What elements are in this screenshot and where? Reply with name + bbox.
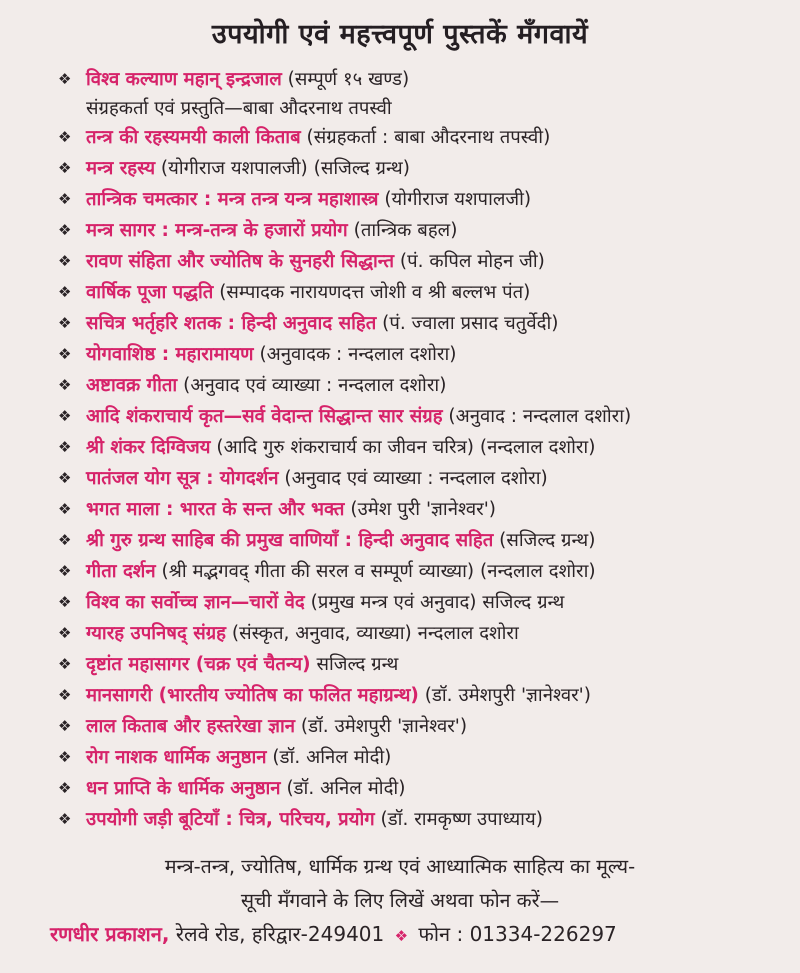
- book-detail: (संस्कृत, अनुवाद, व्याख्या) नन्दलाल दशोरा: [225, 623, 519, 644]
- list-item: [58, 277, 793, 308]
- list-item: [58, 556, 793, 587]
- book-title: पातंजल योग सूत्र : योगदर्शन: [86, 468, 279, 489]
- diamond-bullet-icon: ❖: [58, 190, 72, 208]
- list-item: [58, 370, 793, 401]
- list-item: [58, 804, 793, 835]
- book-title: विश्व का सर्वोच्च ज्ञान—चारों वेद: [86, 592, 305, 613]
- book-detail: (डॉ. अनिल मोदी): [266, 747, 392, 768]
- list-item: [58, 742, 793, 773]
- list-item: [58, 401, 793, 432]
- book-title: गीता दर्शन: [86, 561, 156, 582]
- list-item: [58, 64, 793, 122]
- book-detail: (योगीराज यशपालजी): [378, 189, 532, 210]
- book-title: दृष्टांत महासागर (चक्र एवं चैतन्य): [86, 654, 311, 675]
- book-title: तान्त्रिक चमत्कार : मन्त्र तन्त्र यन्त्र महाशास्त्र: [86, 189, 379, 210]
- diamond-bullet-icon: ❖: [58, 438, 72, 456]
- list-item: [58, 463, 793, 494]
- book-title: उपयोगी जड़ी बूटियाँ : चित्र, परिचय, प्रयोग: [86, 809, 375, 830]
- diamond-bullet-icon: ❖: [58, 283, 72, 301]
- diamond-bullet-icon: ❖: [58, 624, 72, 642]
- list-item: [58, 525, 793, 556]
- book-detail: (प्रमुख मन्त्र एवं अनुवाद) सजिल्द ग्रन्थ: [304, 592, 565, 613]
- publisher-address-line: [50, 920, 617, 947]
- list-item: [58, 432, 793, 463]
- diamond-bullet-icon: ❖: [58, 469, 72, 487]
- book-title: आदि शंकराचार्य कृत—सर्व वेदान्त सिद्धान्त सार संग्रह: [86, 406, 443, 427]
- book-title: तन्त्र की रहस्यमयी काली किताब: [86, 127, 301, 148]
- book-detail-line2: संग्रहकर्ता एवं प्रस्तुति—बाबा औदरनाथ तपस्वी: [86, 98, 392, 119]
- book-title: ग्यारह उपनिषद् संग्रह: [86, 623, 226, 644]
- book-title: मन्त्र रहस्य: [86, 158, 156, 179]
- book-detail: (अनुवाद एवं व्याख्या : नन्दलाल दशोरा): [177, 375, 447, 396]
- list-item: [58, 153, 793, 184]
- book-list: [58, 64, 793, 835]
- book-title: विश्व कल्याण महान् इन्द्रजाल: [86, 69, 282, 90]
- list-item: [58, 184, 793, 215]
- diamond-bullet-icon: ❖: [58, 345, 72, 363]
- book-detail: (डॉ. उमेशपुरी 'ज्ञानेश्वर'): [295, 716, 468, 737]
- diamond-bullet-icon: ❖: [58, 748, 72, 766]
- book-detail: (सजिल्द ग्रन्थ): [493, 530, 596, 551]
- book-detail: (अनुवाद : नन्दलाल दशोरा): [442, 406, 632, 427]
- diamond-bullet-icon: ❖: [58, 593, 72, 611]
- book-title: योगवाशिष्ठ : महारामायण: [86, 344, 254, 365]
- diamond-bullet-icon: ❖: [58, 252, 72, 270]
- publisher-phone: फोन : 01334-226297: [418, 922, 617, 946]
- diamond-bullet-icon: ❖: [58, 810, 72, 828]
- diamond-bullet-icon: ❖: [58, 376, 72, 394]
- book-title: धन प्राप्ति के धार्मिक अनुष्ठान: [86, 778, 281, 799]
- footer-line-2: सूची मँगवाने के लिए लिखें अथवा फोन करें—: [240, 889, 560, 912]
- diamond-bullet-icon: ❖: [58, 531, 72, 549]
- list-item: [58, 680, 793, 711]
- list-item: [58, 308, 793, 339]
- footer-line-1: मन्त्र-तन्त्र, ज्योतिष, धार्मिक ग्रन्थ एवं आध्यात्मिक साहित्य का मूल्य-: [164, 855, 636, 878]
- book-title: श्री शंकर दिग्विजय: [86, 437, 211, 458]
- book-detail: (डॉ. अनिल मोदी): [280, 778, 406, 799]
- list-item: [58, 618, 793, 649]
- book-detail: (अनुवादक : नन्दलाल दशोरा): [253, 344, 457, 365]
- diamond-bullet-icon: ❖: [58, 314, 72, 332]
- book-title: मानसागरी (भारतीय ज्योतिष का फलित महाग्रन्थ): [86, 685, 419, 706]
- book-detail: (संग्रहकर्ता : बाबा औदरनाथ तपस्वी): [300, 127, 551, 148]
- book-title: लाल किताब और हस्तरेखा ज्ञान: [86, 716, 296, 737]
- diamond-bullet-icon: ❖: [58, 655, 72, 673]
- book-detail: (अनुवाद एवं व्याख्या : नन्दलाल दशोरा): [278, 468, 548, 489]
- book-detail: (पं. ज्वाला प्रसाद चतुर्वेदी): [376, 313, 559, 334]
- diamond-bullet-icon: ❖: [58, 686, 72, 704]
- list-item: [58, 122, 793, 153]
- list-item: [58, 339, 793, 370]
- book-title: रोग नाशक धार्मिक अनुष्ठान: [86, 747, 267, 768]
- publisher-address: रेलवे रोड, हरिद्वार-249401: [169, 922, 385, 946]
- diamond-bullet-icon: ❖: [58, 562, 72, 580]
- book-detail: (पं. कपिल मोहन जी): [394, 251, 545, 272]
- diamond-bullet-icon: ❖: [58, 128, 72, 146]
- diamond-bullet-icon: ❖: [58, 500, 72, 518]
- diamond-bullet-icon: ❖: [58, 70, 72, 88]
- diamond-bullet-icon: ❖: [58, 717, 72, 735]
- book-title: मन्त्र सागर : मन्त्र-तन्त्र के हजारों प्रयोग: [86, 220, 348, 241]
- book-title: सचित्र भर्तृहरि शतक : हिन्दी अनुवाद सहित: [86, 313, 377, 334]
- diamond-bullet-icon: ❖: [58, 779, 72, 797]
- book-title: भगत माला : भारत के सन्त और भक्त: [86, 499, 345, 520]
- book-detail: (तान्त्रिक बहल): [347, 220, 458, 241]
- book-detail: (योगीराज यशपालजी) (सजिल्द ग्रन्थ): [155, 158, 410, 179]
- page-title: उपयोगी एवं महत्त्वपूर्ण पुस्तकें मँगवायें: [211, 19, 589, 50]
- list-item: [58, 494, 793, 525]
- book-detail: (सम्पूर्ण १५ खण्ड): [281, 69, 410, 90]
- list-item: [58, 246, 793, 277]
- diamond-bullet-icon: ❖: [58, 407, 72, 425]
- diamond-bullet-icon: ❖: [58, 159, 72, 177]
- book-detail: सजिल्द ग्रन्थ: [310, 654, 399, 675]
- book-detail: (डॉ. रामकृष्ण उपाध्याय): [374, 809, 543, 830]
- book-detail: (डॉ. उमेशपुरी 'ज्ञानेश्वर'): [418, 685, 591, 706]
- book-detail: (सम्पादक नारायणदत्त जोशी व श्री बल्लभ पंत): [213, 282, 531, 303]
- diamond-bullet-icon: ❖: [58, 221, 72, 239]
- list-item: [58, 215, 793, 246]
- list-item: [58, 711, 793, 742]
- book-title: श्री गुरु ग्रन्थ साहिब की प्रमुख वाणियाँ : हिन्दी अनुवाद सहित: [86, 530, 494, 551]
- book-detail: (उमेश पुरी 'ज्ञानेश्वर'): [344, 499, 496, 520]
- list-item: [58, 773, 793, 804]
- diamond-separator-icon: ❖: [394, 927, 409, 945]
- book-title: रावण संहिता और ज्योतिष के सुनहरी सिद्धान्त: [86, 251, 395, 272]
- book-title: वार्षिक पूजा पद्धति: [86, 282, 214, 303]
- list-item: [58, 587, 793, 618]
- book-detail: (आदि गुरु शंकराचार्य का जीवन चरित्र) (नन्दलाल दशोरा): [210, 437, 596, 458]
- publisher-name: रणधीर प्रकाशन,: [50, 922, 170, 946]
- book-title: अष्टावक्र गीता: [86, 375, 178, 396]
- book-detail: (श्री मद्भगवद् गीता की सरल व सम्पूर्ण व्याख्या) (नन्दलाल दशोरा): [155, 561, 596, 582]
- list-item: [58, 649, 793, 680]
